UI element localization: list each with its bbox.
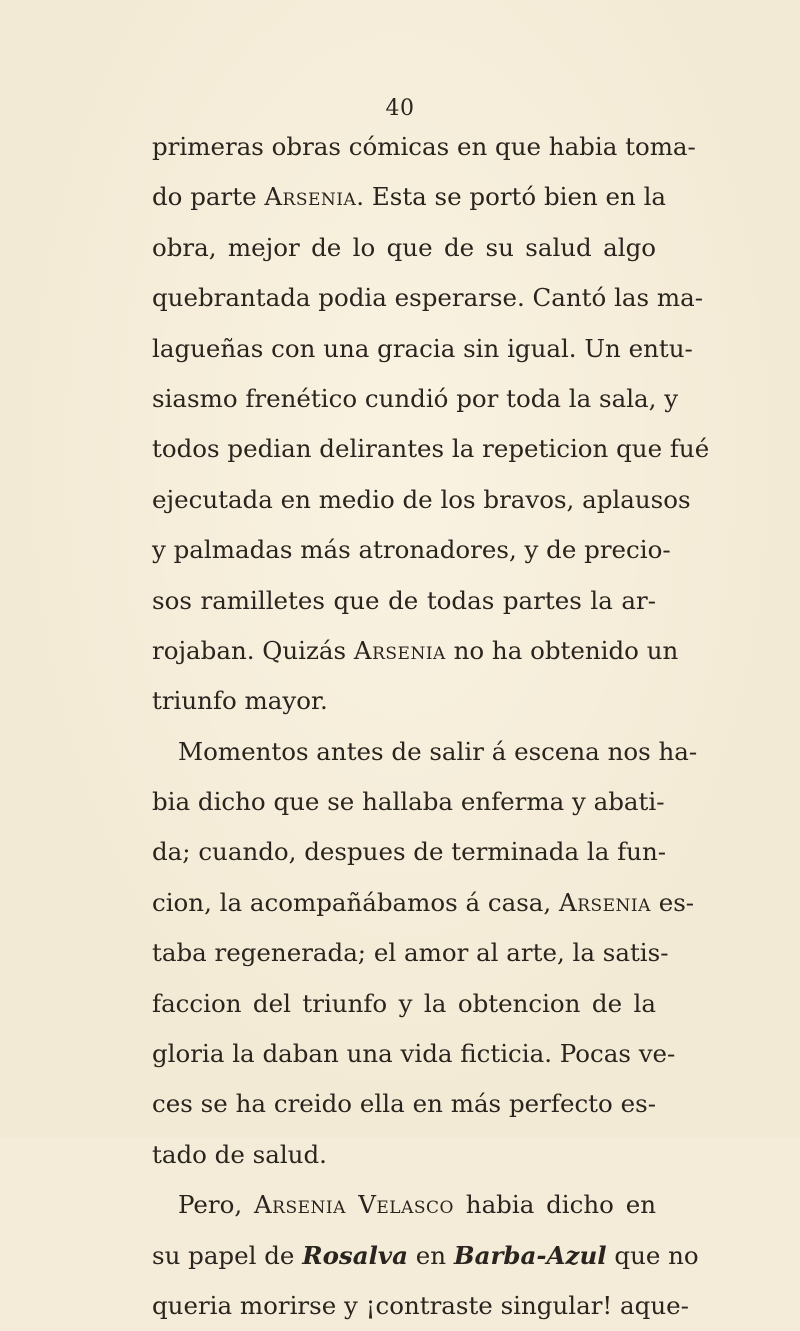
text-segment: obra, mejor de lo que de su salud algo (152, 232, 656, 262)
text-line (152, 1130, 656, 1180)
text-segment: Pero, (178, 1190, 254, 1220)
text-line (152, 475, 691, 525)
text-segment: da; cuando, despues de terminada la fun- (152, 837, 666, 867)
text-line (152, 928, 669, 978)
text-line (152, 827, 666, 877)
text-line (152, 1231, 699, 1281)
text-segment: do parte (152, 182, 265, 212)
text-line (152, 374, 679, 424)
text-segment: que no (606, 1240, 699, 1270)
text-line (152, 424, 710, 474)
text-segment: taba regenerada; el amor al arte, la satis- (152, 938, 669, 968)
text-segment: bia dicho que se hallaba enferma y abati- (152, 787, 665, 817)
text-line (152, 273, 703, 323)
text-segment: triunfo mayor. (152, 686, 328, 716)
text-line (152, 1079, 656, 1129)
text-segment: habia dicho en (453, 1190, 656, 1220)
text-segment: queria morirse y ¡contraste singular! aque- (152, 1290, 689, 1320)
text-segment: cion, la acompañábamos á casa, (152, 887, 559, 917)
text-segment: . Esta se portó bien en la (356, 182, 667, 212)
text-segment: faccion del triunfo y la obtencion de la (152, 988, 656, 1018)
small-caps-name: Arsenia (353, 635, 446, 665)
italic-title: Rosalva (302, 1240, 409, 1270)
body-text (152, 122, 710, 1331)
text-line (152, 777, 665, 827)
text-line (152, 525, 671, 575)
text-segment: lagueñas con una gracia sin igual. Un entu- (152, 333, 693, 363)
text-segment: y palmadas más atronadores, y de precio- (152, 535, 671, 565)
text-segment: Momentos antes de salir á escena nos ha- (178, 736, 698, 766)
text-segment: no ha obtenido un (445, 635, 679, 665)
text-line (152, 1281, 689, 1331)
text-line (152, 223, 656, 273)
text-segment: sos ramilletes que de todas partes la ar- (152, 585, 656, 615)
text-line (152, 979, 656, 1029)
small-caps-name: Arsenia (264, 182, 357, 212)
italic-title: Barba-Azul (453, 1240, 607, 1270)
text-segment: su papel de (152, 1240, 303, 1270)
text-segment: todos pedian delirantes la repeticion que fué (152, 434, 710, 464)
text-segment: quebrantada podia esperarse. Cantó las ma- (152, 283, 703, 313)
text-segment: gloria la daban una vida ficticia. Pocas ve- (152, 1039, 676, 1069)
text-segment: en (408, 1240, 454, 1270)
text-segment: es- (650, 887, 695, 917)
text-segment: ces se ha creido ella en más perfecto es- (152, 1089, 656, 1119)
text-line (152, 878, 695, 928)
text-segment: tado de salud. (152, 1139, 327, 1169)
text-segment: rojaban. Quizás (152, 635, 354, 665)
text-line (152, 122, 696, 172)
text-line (152, 626, 679, 676)
small-caps-name: Arsenia (559, 887, 651, 917)
text-segment: primeras obras cómicas en que habia toma- (152, 132, 696, 161)
text-segment: ejecutada en medio de los bravos, aplausos (152, 484, 691, 514)
text-line (152, 324, 693, 374)
small-caps-name: Arsenia Velasco (253, 1190, 454, 1220)
text-segment: siasmo frenético cundió por toda la sala, y (152, 383, 679, 413)
text-line (152, 172, 667, 222)
text-line (152, 676, 656, 726)
text-line (152, 576, 656, 626)
text-line (152, 1029, 676, 1079)
text-line (152, 727, 698, 777)
page-number: 40 (385, 96, 415, 121)
text-line (152, 1180, 656, 1230)
